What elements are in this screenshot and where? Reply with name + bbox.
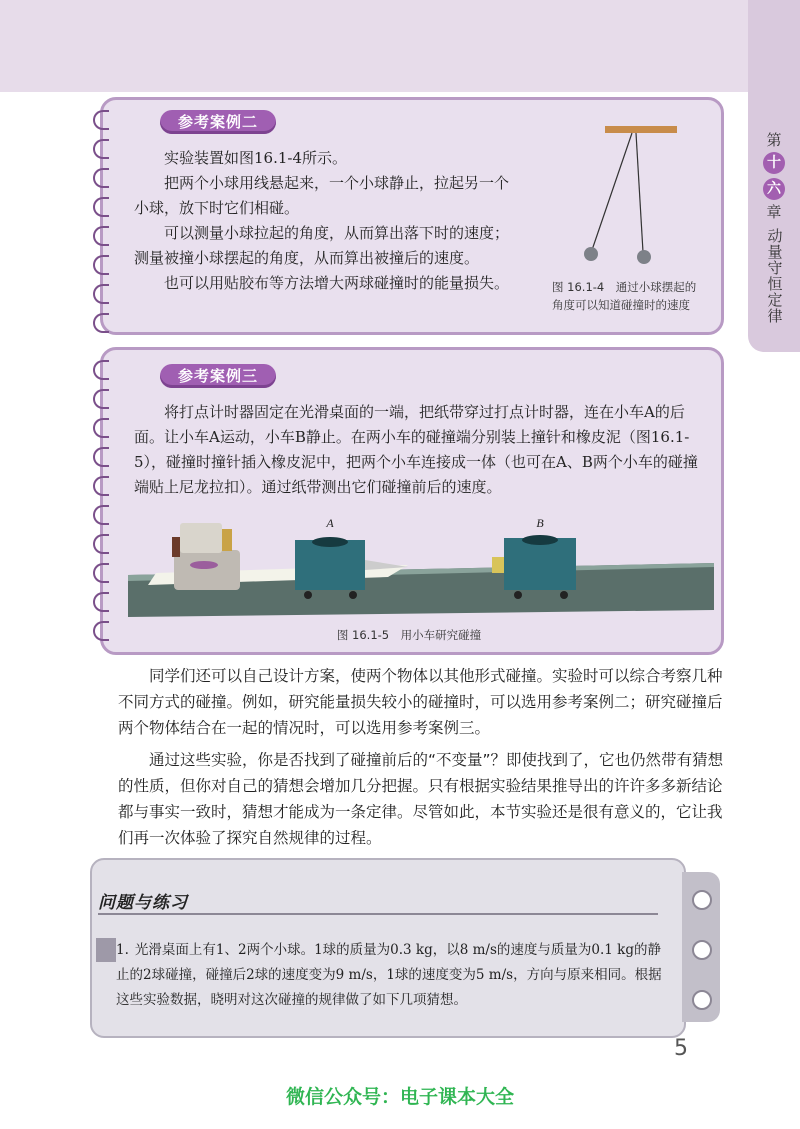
case3-text: 将打点计时器固定在光滑桌面的一端，把纸带穿过打点计时器，连在小车A的后面。让小车A运动，小车B静止。在两小车的碰撞端分别装上撞针和橡皮泥（图16.1-5），碰撞时撞针插入橡皮泥中，把两个小车连接成一体（也可在A、B两个小车的碰撞端贴上尼龙拉扣）。通过纸带测出它们碰撞前后的速度。 <box>134 403 698 496</box>
cart-b <box>492 535 576 599</box>
body-text <box>118 663 724 857</box>
chapter-prefix: 第 <box>766 131 782 149</box>
pendulum-support <box>605 126 677 133</box>
cart-b-label: B <box>536 516 544 530</box>
case3-binder-rings <box>93 360 109 650</box>
problems-title-rule <box>98 913 658 915</box>
case3-label: 参考案例三 <box>160 364 276 388</box>
body-para-1: 同学们还可以自己设计方案，使两个物体以其他形式碰撞。实验时可以综合考察几种不同方式的碰撞。例如，研究能量损失较小的碰撞时，可以选用参考案例二；研究碰撞后两个物体结合在一起的情况时，可以选用参考案例三。 <box>118 667 723 737</box>
chapter-num-1: 十 <box>763 152 785 174</box>
cart-a-label: A <box>326 516 334 530</box>
case2-text <box>134 146 519 296</box>
pendulum-ball-right <box>637 250 651 264</box>
body-para-2: 通过这些实验，你是否找到了碰撞前后的“不变量”？即使找到了，它也仍然带有猜想的性质，但你对自己的猜想会增加几分把握。只有根据实验结果推导出的许许多多新结论都与事实一致时，猜想才能成为一条定律。尽管如此，本节实验还是很有意义的，它让我们再一次体验了探究自然规律的过程。 <box>118 751 724 847</box>
cart-figure <box>128 515 714 623</box>
pendulum-ball-left <box>584 247 598 261</box>
pendulum-figure <box>570 120 710 280</box>
pendulum-string-left <box>592 133 632 250</box>
chapter-title: 动量守恒定律 <box>765 228 784 324</box>
caption-line-2: 角度可以知道碰撞时的速度 <box>552 298 690 312</box>
problem-1-text: 光滑桌面上有1、2两个小球。1球的质量为0.3 kg，以8 m/s的速度与质量为0.1 kg的静止的2球碰撞，碰撞后2球的速度变为9 m/s，1球的速度变为5 m/s，方向与原来相同。根据这些实验数据，晓明对这次碰撞的规律做了如下几项猜想。 <box>116 942 662 1008</box>
chapter-num-2: 六 <box>763 178 785 200</box>
problem-1 <box>116 938 664 1013</box>
binder-hole-1 <box>692 890 712 910</box>
figure-16-1-4-caption <box>552 278 712 314</box>
caption-line-1: 图 16.1-4 通过小球摆起的 <box>552 280 697 294</box>
case2-para-2: 把两个小球用线悬起来，一个小球静止，拉起另一个小球，放下时它们相碰。 <box>134 174 510 217</box>
chapter-label <box>752 130 796 324</box>
pendulum-string-right <box>636 133 643 252</box>
dot-timer <box>172 523 240 590</box>
footer-watermark: 微信公众号：电子课本大全 <box>285 1086 514 1108</box>
case2-para-1: 实验装置如图16.1-4所示。 <box>164 149 348 167</box>
chapter-suffix: 章 <box>766 203 782 221</box>
binder-hole-3 <box>692 990 712 1010</box>
problems-title: 问题与练习 <box>98 893 188 913</box>
page-number: 5 <box>674 1036 688 1061</box>
binder-hole-2 <box>692 940 712 960</box>
case2-binder-rings <box>93 110 109 342</box>
problem-number-marker <box>96 938 116 962</box>
figure-16-1-5-caption: 图 16.1-5 用小车研究碰撞 <box>336 628 482 642</box>
case2-para-4: 也可以用贴胶布等方法增大两球碰撞时的能量损失。 <box>164 274 510 292</box>
top-band <box>0 0 800 92</box>
case2-label: 参考案例二 <box>160 110 276 134</box>
case2-para-3: 可以测量小球拉起的角度，从而算出落下时的速度；测量被撞小球摆起的角度，从而算出被撞后的速度。 <box>134 224 510 267</box>
problem-1-number: 1. <box>116 942 129 958</box>
